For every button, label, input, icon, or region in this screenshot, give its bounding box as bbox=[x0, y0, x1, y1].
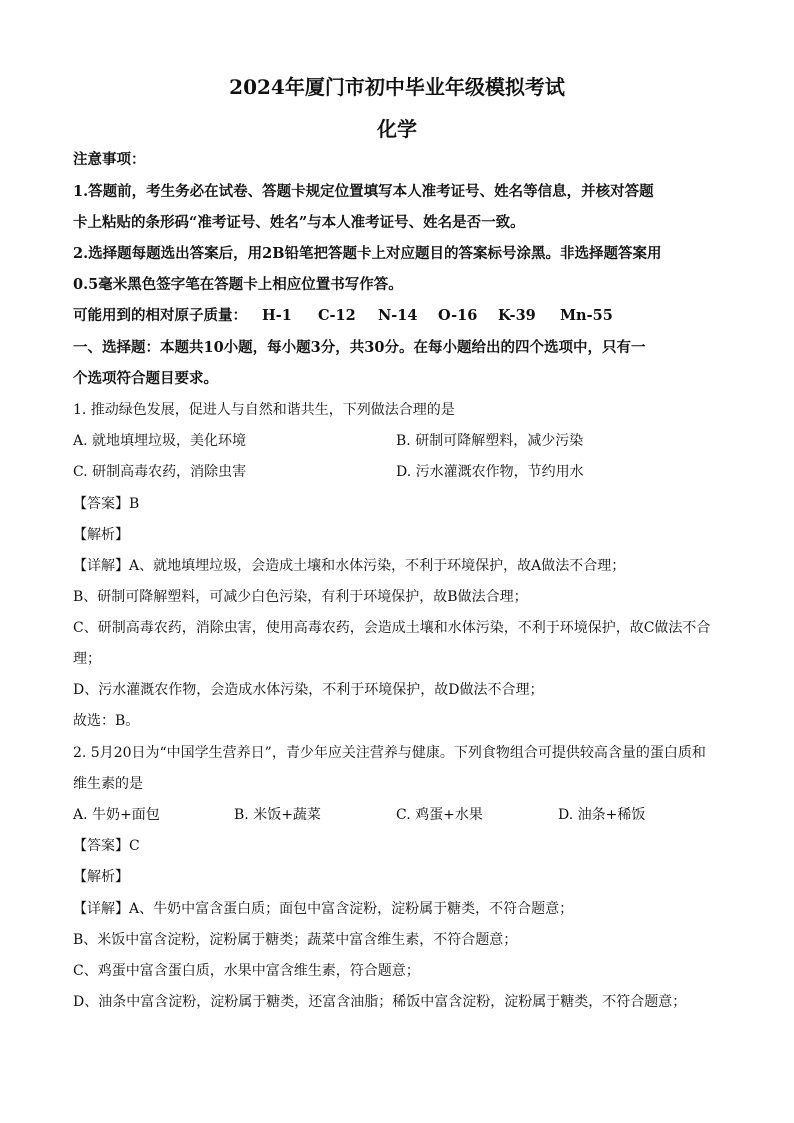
section-1-heading-line-1: 一、选择题：本题共10小题，每小题3分，共30分。在每小题给出的四个选项中，只有一 bbox=[73, 339, 646, 356]
q2-option-c: C. 鸡蛋+水果 bbox=[396, 807, 483, 823]
q1-stem: 1. 推动绿色发展，促进人与自然和谐共生，下列做法合理的是 bbox=[73, 402, 455, 418]
q1-detail-4: D、污水灌溉农作物，会造成水体污染，不利于环境保护，故D做法不合理； bbox=[73, 682, 544, 698]
q1-option-b: B. 研制可降解塑料，减少污染 bbox=[396, 433, 584, 449]
q1-analysis-label: 【解析】 bbox=[73, 527, 129, 543]
q2-analysis-label: 【解析】 bbox=[73, 869, 129, 885]
q1-option-d: D. 污水灌溉农作物，节约用水 bbox=[396, 464, 584, 480]
q1-detail-3-line-1: C、研制高毒农药，消除虫害，使用高毒农药，会造成土壤和水体污染，不利于环境保护，故C做法不合 bbox=[73, 620, 711, 636]
subject-title: 化学 bbox=[377, 117, 417, 141]
q2-option-a: A. 牛奶+面包 bbox=[73, 807, 160, 823]
q2-option-b: B. 米饭+蔬菜 bbox=[234, 807, 321, 823]
q2-stem-line-2: 维生素的是 bbox=[73, 776, 143, 792]
notice-item-1-line-2: 卡上粘贴的条形码“准考证号、姓名”与本人准考证号、姓名是否一致。 bbox=[73, 214, 525, 231]
q2-detail-1: 【详解】A、牛奶中富含蛋白质；面包中富含淀粉，淀粉属于糖类，不符合题意； bbox=[73, 901, 574, 917]
atomic-mass-label: 可能用到的相对原子质量： bbox=[73, 307, 247, 324]
notice-item-1-line-1: 1.答题前，考生务必在试卷、答题卡规定位置填写本人准考证号、姓名等信息，并核对答题 bbox=[73, 183, 654, 200]
q2-detail-4: D、油条中富含淀粉，淀粉属于糖类，还富含油脂；稀饭中富含淀粉，淀粉属于糖类，不符合题意； bbox=[73, 994, 687, 1010]
atomic-mass-h: H-1 bbox=[262, 307, 292, 324]
q2-detail-2: B、米饭中富含淀粉，淀粉属于糖类；蔬菜中富含维生素，不符合题意； bbox=[73, 932, 518, 948]
notice-heading: 注意事项： bbox=[73, 151, 146, 168]
q1-option-c: C. 研制高毒农药，消除虫害 bbox=[73, 464, 247, 480]
q2-stem-line-1: 2. 5月20日为“中国学生营养日”，青少年应关注营养与健康。下列食物组合可提供较高含量的蛋白质和 bbox=[73, 745, 706, 761]
q2-detail-3: C、鸡蛋中富含蛋白质，水果中富含维生素，符合题意； bbox=[73, 963, 420, 979]
q1-detail-2: B、研制可降解塑料，可减少白色污染，有利于环境保护，故B做法合理； bbox=[73, 589, 528, 605]
atomic-mass-c: C-12 bbox=[318, 307, 356, 324]
atomic-mass-mn: Mn-55 bbox=[560, 307, 613, 324]
q1-detail-1: 【详解】A、就地填埋垃圾，会造成土壤和水体污染，不利于环境保护，故A做法不合理； bbox=[73, 558, 626, 574]
atomic-mass-n: N-14 bbox=[378, 307, 418, 324]
q2-option-d: D. 油条+稀饭 bbox=[558, 807, 646, 823]
atomic-mass-o: O-16 bbox=[438, 307, 478, 324]
notice-item-2-line-1: 2.选择题每题选出答案后，用2B铅笔把答题卡上对应题目的答案标号涂黑。非选择题答案用 bbox=[73, 245, 662, 262]
exam-title: 2024年厦门市初中毕业年级模拟考试 bbox=[229, 75, 565, 99]
q2-answer: 【答案】C bbox=[73, 838, 140, 854]
q1-conclusion: 故选：B。 bbox=[73, 713, 140, 729]
section-1-heading-line-2: 个选项符合题目要求。 bbox=[73, 370, 218, 387]
q1-option-a: A. 就地填埋垃圾，美化环境 bbox=[73, 433, 247, 449]
q1-detail-3-line-2: 理； bbox=[73, 651, 101, 667]
notice-item-2-line-2: 0.5毫米黑色签字笔在答题卡上相应位置书写作答。 bbox=[73, 276, 403, 293]
q1-answer: 【答案】B bbox=[73, 496, 140, 512]
atomic-mass-k: K-39 bbox=[498, 307, 536, 324]
